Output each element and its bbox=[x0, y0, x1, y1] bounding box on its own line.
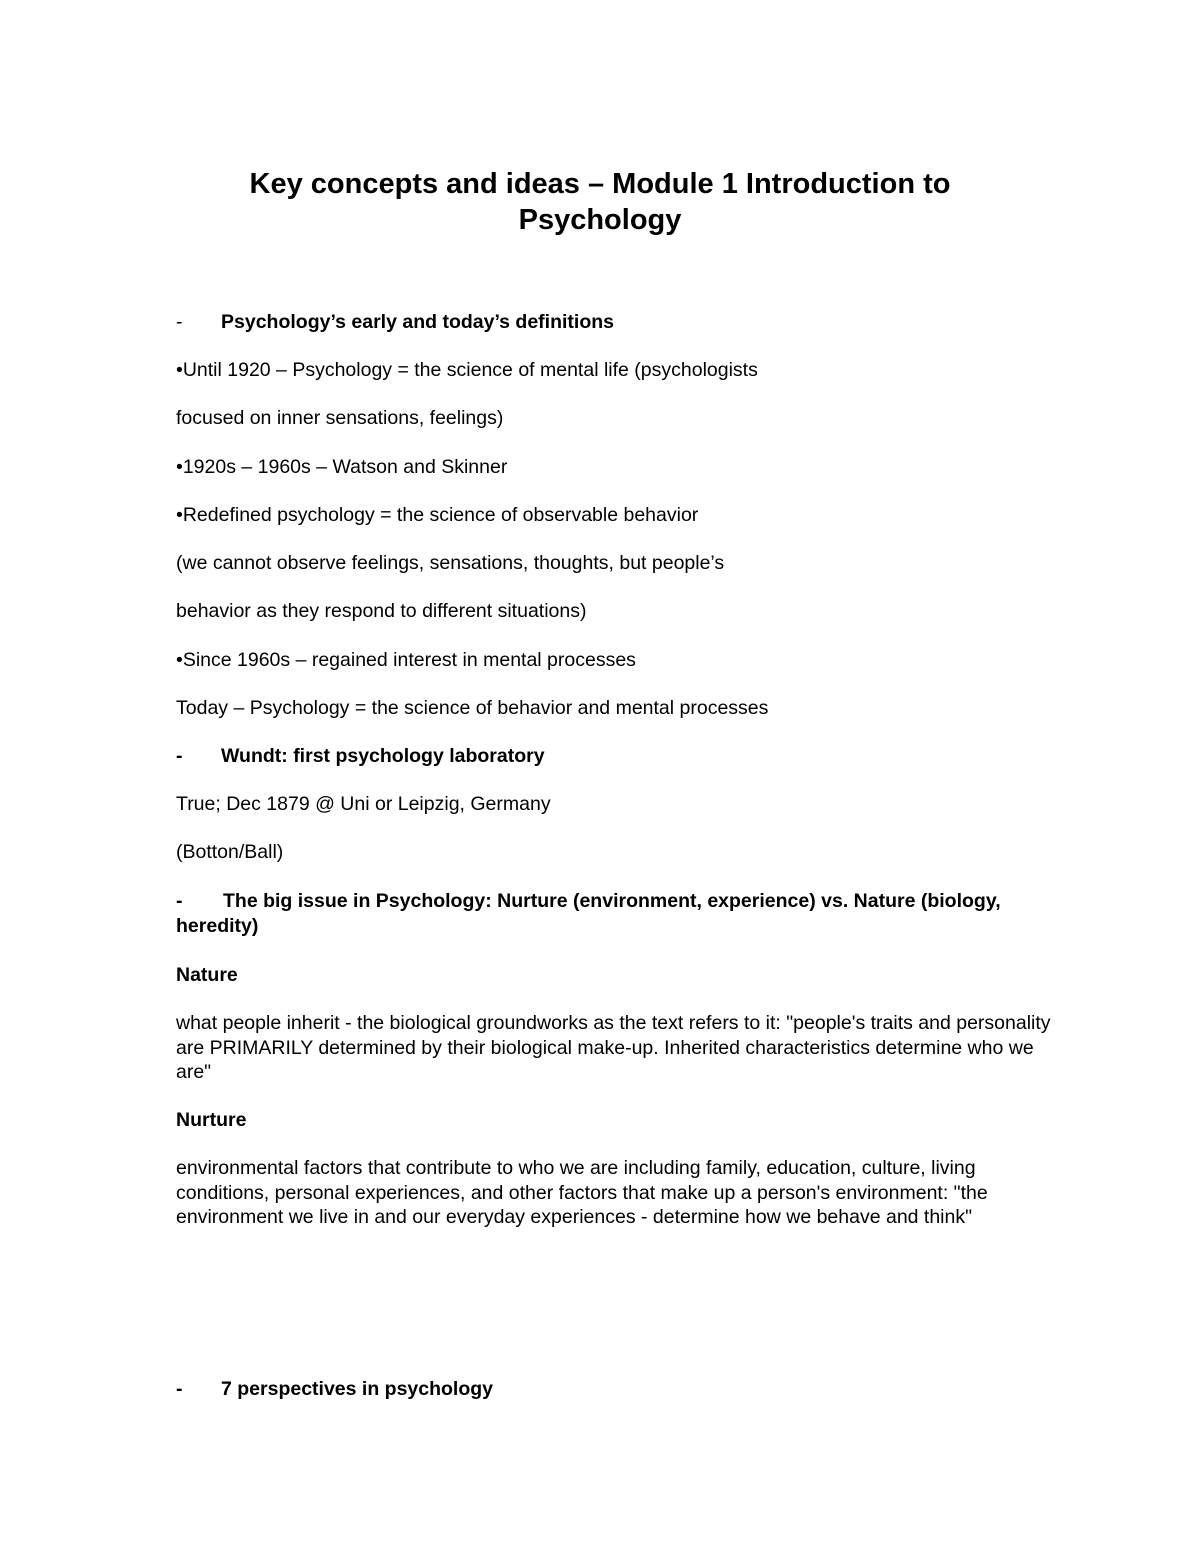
section-heading-nature-nurture bbox=[176, 889, 1026, 938]
heading-text: Wundt: first psychology laboratory bbox=[221, 745, 545, 767]
text-line: True; Dec 1879 @ Uni or Leipzig, Germany bbox=[176, 793, 551, 815]
section-heading-perspectives bbox=[176, 1377, 493, 1401]
bullet-dash: - bbox=[176, 311, 183, 333]
text-line: (we cannot observe feelings, sensations, thoughts, but people’s bbox=[176, 552, 725, 574]
nature-label: Nature bbox=[176, 964, 238, 986]
nature-paragraph: what people inherit - the biological groundworks as the text refers to it: "people's traits and personality are PRIMARILY determined by their biological make-up. Inherited characteristics determine who we are" bbox=[176, 1012, 1051, 1083]
text-line: •1920s – 1960s – Watson and Skinner bbox=[176, 456, 508, 478]
nurture-label: Nurture bbox=[176, 1109, 247, 1131]
text-line: •Until 1920 – Psychology = the science of mental life (psychologists bbox=[176, 359, 758, 381]
text-line: (Botton/Ball) bbox=[176, 841, 284, 863]
heading-text: 7 perspectives in psychology bbox=[221, 1378, 494, 1400]
heading-text: Psychology’s early and today’s definitions bbox=[221, 311, 614, 333]
heading-text: The big issue in Psychology: Nurture (environment, experience) vs. Nature (biology, heredity) bbox=[176, 890, 1001, 937]
text-line: Today – Psychology = the science of behavior and mental processes bbox=[176, 697, 769, 719]
text-line: •Since 1960s – regained interest in mental processes bbox=[176, 649, 636, 671]
bullet-dash: - bbox=[176, 890, 183, 912]
text-line: behavior as they respond to different situations) bbox=[176, 600, 587, 622]
text-line: focused on inner sensations, feelings) bbox=[176, 407, 504, 429]
bullet-dash: - bbox=[176, 1378, 183, 1400]
section-heading-wundt bbox=[176, 744, 545, 768]
document-title: Key concepts and ideas – Module 1 Introduction to Psychology bbox=[249, 168, 951, 236]
text-line: •Redefined psychology = the science of observable behavior bbox=[176, 504, 699, 526]
nurture-paragraph: environmental factors that contribute to who we are including family, education, culture, living conditions, personal experiences, and other factors that make up a person's environment: "the environment we live in and our everyday experiences - determine how we behave and think" bbox=[176, 1157, 988, 1228]
bullet-dash: - bbox=[176, 745, 183, 767]
section-heading-definitions bbox=[176, 310, 614, 334]
